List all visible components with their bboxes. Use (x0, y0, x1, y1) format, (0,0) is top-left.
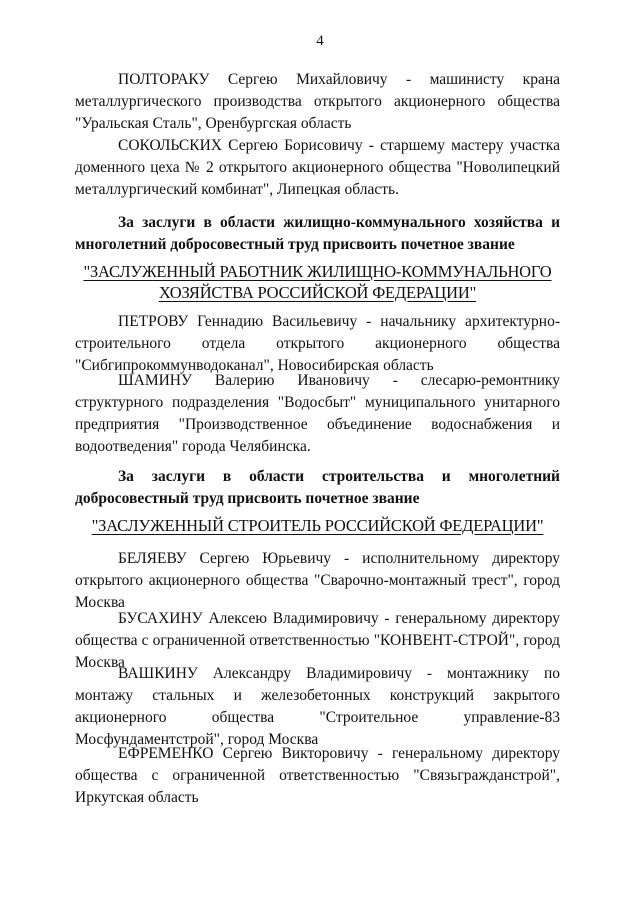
award-entry-efremenko: ЕФРЕМЕНКО Сергею Викторовичу - генеральному директору общества с ограниченной ответственностью "Связьгражданстрой", Иркутская область (75, 745, 560, 806)
award-entry-shaminu: ШАМИНУ Валерию Ивановичу - слесарю-ремонтнику структурного подразделения "Водосбыт" муниципального унитарного предприятия "Производственное объединение водоснабжения и водоотведения" города Челябинска. (75, 372, 560, 455)
award-entry-sokolskikh: СОКОЛЬСКИХ Сергею Борисовичу - старшему мастеру участка доменного цеха № 2 открытого акционерного общества "Новолипецкий металлургический комбинат", Липецкая область. (75, 137, 560, 198)
award-entry-busakhinu: БУСАХИНУ Алексею Владимировичу - генеральному директору общества с ограниченной ответственностью "КОНВЕНТ-СТРОЙ", город Москва (75, 610, 560, 671)
section-heading-construction: За заслуги в области строительства и многолетний добросовестный труд присвоить почетное звание (75, 468, 560, 507)
section-heading-housing: За заслуги в области жилищно-коммунального хозяйства и многолетний добросовестный труд присвоить почетное звание (75, 214, 560, 253)
award-entry-belyaevu: БЕЛЯЕВУ Сергею Юрьевичу - исполнительному директору открытого акционерного общества "Сварочно-монтажный трест", город Москва (75, 550, 560, 611)
honorary-title-construction: "ЗАСЛУЖЕННЫЙ СТРОИТЕЛЬ РОССИЙСКОЙ ФЕДЕРАЦИИ" (91, 516, 544, 535)
honorary-title-housing: "ЗАСЛУЖЕННЫЙ РАБОТНИК ЖИЛИЩНО-КОММУНАЛЬНОГО ХОЗЯЙСТВА РОССИЙСКОЙ ФЕДЕРАЦИИ" (83, 262, 552, 302)
award-entry-petrovu: ПЕТРОВУ Геннадию Васильевичу - начальнику архитектурно-строительного отдела открытого акционерного общества "Сибгипрокоммунводоканал", Новосибирская область (75, 313, 560, 374)
award-entry-vashkinu: ВАШКИНУ Александру Владимировичу - монтажнику по монтажу стальных и железобетонных конструкций закрытого акционерного общества "Строительное управление-83 Мосфундаментстрой", город Москва (75, 665, 560, 748)
award-entry-poltoraku: ПОЛТОРАКУ Сергею Михайловичу - машинисту крана металлургического производства открытого акционерного общества "Уральская Сталь", Оренбургская область (75, 71, 560, 132)
page-number: 4 (316, 33, 324, 49)
